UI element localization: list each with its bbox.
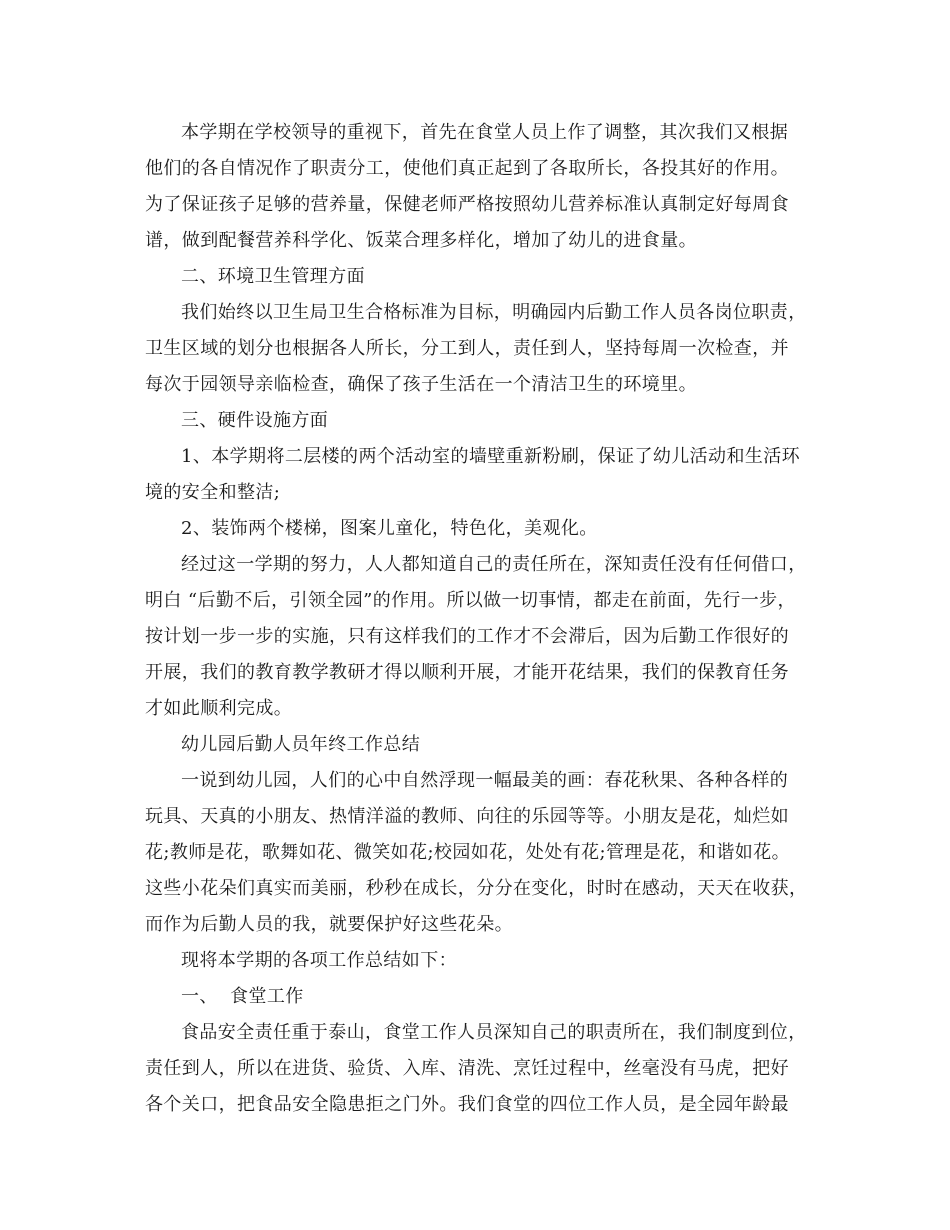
paragraph-line: 明白 “后勤不后，引领全园”的作用。所以做一切事情，都走在前面，先行一步， [145,590,796,611]
paragraph-line: 2、装饰两个楼梯，图案儿童化，特色化，美观化。 [181,518,598,539]
paragraph-line: 这些小花朵们真实而美丽，秒秒在成长，分分在变化，时时在感动，天天在收获， [145,878,808,899]
paragraph-line: 玩具、天真的小朋友、热情洋溢的教师、向往的乐园等等。小朋友是花，灿烂如 [145,806,789,827]
paragraph-line: 责任到人，所以在进货、验货、入库、清洗、烹饪过程中，丝毫没有马虎，把好 [145,1058,789,1079]
paragraph-line: 一说到幼儿园，人们的心中自然浮现一幅最美的画：春花秋果、各种各样的 [181,770,789,791]
paragraph-line: 才如此顺利完成。 [145,698,293,719]
section-heading: 三、硬件设施方面 [181,410,329,431]
paragraph-line: 花;教师是花，歌舞如花、微笑如花;校园如花，处处有花;管理是花，和谐如花。 [145,842,790,863]
paragraph-line: 食品安全责任重于泰山，食堂工作人员深知自己的职责所在，我们制度到位， [181,1022,807,1043]
paragraph-line: 而作为后勤人员的我，就要保护好这些花朵。 [145,914,513,935]
document-subtitle: 幼儿园后勤人员年终工作总结 [181,734,421,755]
section-heading: 二、环境卫生管理方面 [181,266,365,287]
paragraph-line: 开展，我们的教育教学教研才得以顺利开展，才能开花结果，我们的保教育任务 [145,662,789,683]
paragraph-line: 谱，做到配餐营养科学化、饭菜合理多样化，增加了幼儿的进食量。 [145,230,697,251]
paragraph-line: 卫生区域的划分也根据各人所长，分工到人，责任到人，坚持每周一次检查，并 [145,338,789,359]
paragraph-line: 现将本学期的各项工作总结如下： [181,950,457,971]
paragraph-line: 经过这一学期的努力，人人都知道自己的责任所在，深知责任没有任何借口， [181,554,807,575]
paragraph-line: 境的安全和整洁; [145,482,281,503]
paragraph-line: 他们的各自情况作了职责分工，使他们真正起到了各取所长，各投其好的作用。 [145,158,789,179]
paragraph-line: 本学期在学校领导的重视下，首先在食堂人员上作了调整，其次我们又根据 [181,122,789,143]
paragraph-line: 按计划一步一步的实施，只有这样我们的工作才不会滞后，因为后勤工作很好的 [145,626,789,647]
section-heading: 一、 食堂工作 [181,986,304,1007]
paragraph-line: 为了保证孩子足够的营养量，保健老师严格按照幼儿营养标准认真制定好每周食 [145,194,789,215]
paragraph-line: 1、本学期将二层楼的两个活动室的墙壁重新粉刷，保证了幼儿活动和生活环 [181,446,801,467]
paragraph-line: 我们始终以卫生局卫生合格标准为目标，明确园内后勤工作人员各岗位职责， [181,302,807,323]
paragraph-line: 各个关口，把食品安全隐患拒之门外。我们食堂的四位工作人员，是全园年龄最 [145,1094,789,1115]
paragraph-line: 每次于园领导亲临检查，确保了孩子生活在一个清洁卫生的环境里。 [145,374,697,395]
